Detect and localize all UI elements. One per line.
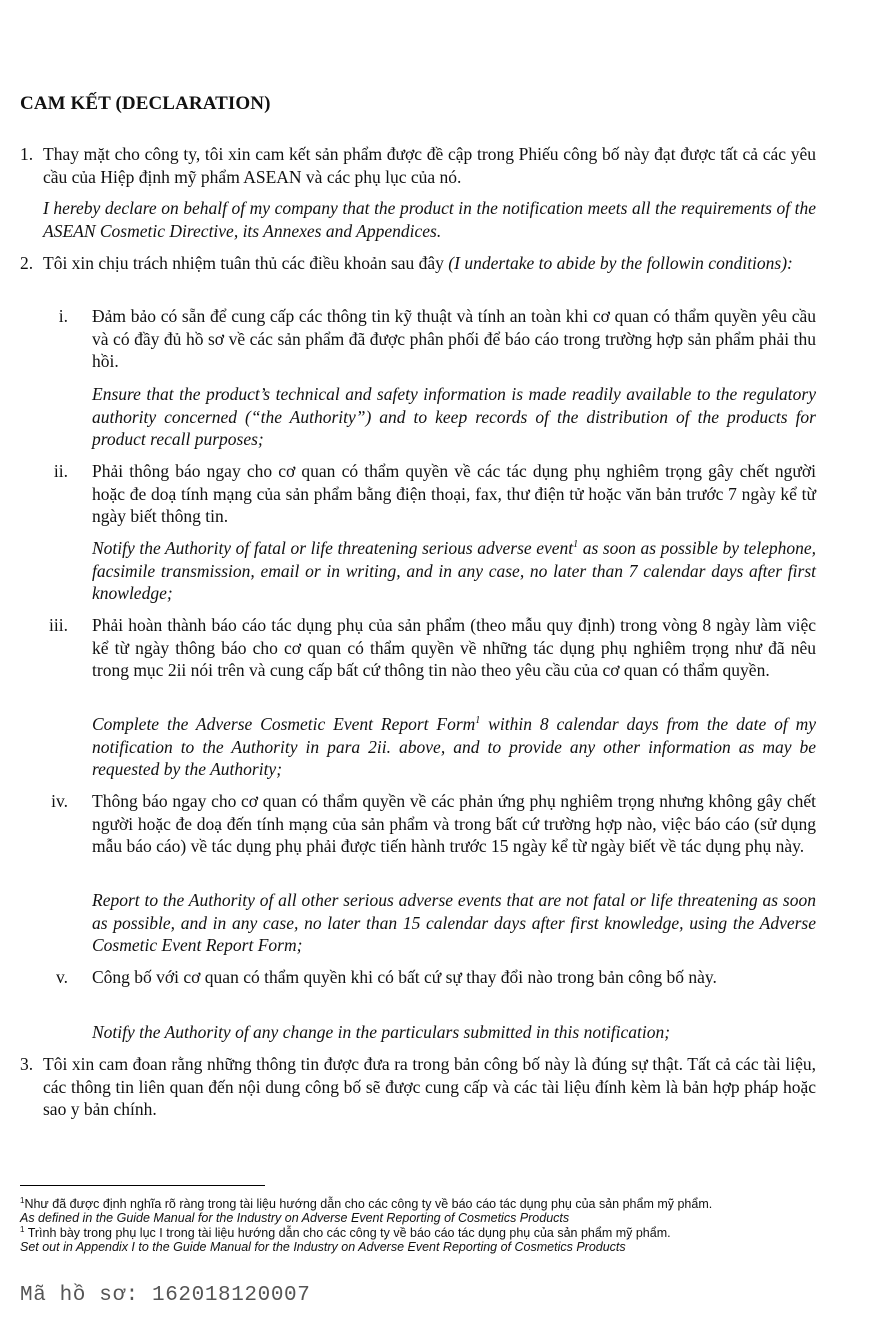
subitem-number: ii. bbox=[53, 461, 68, 481]
record-code: Mã hồ sơ: 162018120007 bbox=[20, 1284, 311, 1307]
footnote-marker: 1 bbox=[20, 1224, 25, 1234]
footnote-2-vietnamese: $^1$ Trình bày trong phụ lục I trong tài liệu hướng dẫn cho các công ty về báo cáo tác dụng phụ của sản phẩm mỹ phẩm. bbox=[20, 1224, 671, 1240]
subitem-iii-vietnamese: Phải hoàn thành báo cáo tác dụng phụ của sản phẩm (theo mẫu quy định) trong vòng 8 ngày làm việc kể từ ngày thông báo cho cơ quan có thẩm quyền về những tác dụng phụ nghiêm trọng như đã nêu trong mục 2ii nói trên và cung cấp bất cứ thông tin nào theo yêu cầu của cơ quan có thẩm quyền. bbox=[92, 615, 816, 680]
item-3-vietnamese: Tôi xin cam đoan rằng những thông tin được đưa ra trong bản công bố này là đúng sự thật. Tất cả các tài liệu, các thông tin liên quan đến nội dung công bố sẽ được cung cấp và các tài liệu đính kèm là bản hợp pháp hoặc sao y bản chính. bbox=[43, 1054, 816, 1119]
subitem-i-english: Ensure that the product’s technical and safety information is made readily available to the regulatory authority concerned (“the Authority”) and to keep records of the distribution of the products for product recall purposes; bbox=[92, 384, 816, 449]
footnote-2-english: Set out in Appendix I to the Guide Manual for the Industry on Adverse Event Reporting of Cosmetics Products bbox=[20, 1240, 626, 1254]
subitem-i-vietnamese: Đảm bảo có sẵn để cung cấp các thông tin kỹ thuật và tính an toàn khi cơ quan có thẩm quyền yêu cầu và có đầy đủ hồ sơ về các sản phẩm đã được phân phối để báo cáo trong trường hợp sản phẩm phải thu hồi. bbox=[92, 306, 816, 371]
item-1-english: I hereby declare on behalf of my company that the product in the notification meets all the requirements of the ASEAN Cosmetic Directive, its Annexes and Appendices. bbox=[43, 198, 816, 241]
footnote-ref: 1 bbox=[573, 539, 579, 551]
footnote-1-vietnamese: $^1$Như đã được định nghĩa rõ ràng trong tài liệu hướng dẫn cho các công ty về báo cáo tác dụng phụ của sản phẩm mỹ phẩm. bbox=[20, 1195, 713, 1211]
item-number: 3. bbox=[20, 1054, 34, 1074]
subitem-number: iii. bbox=[49, 615, 68, 635]
subitem-number: v. bbox=[56, 967, 68, 987]
subitem-ii-english-end: as soon as possible by telephone, facsimile transmission, email or in writing, and in any case, no later than 7 calendar days after first knowledge; bbox=[92, 538, 816, 603]
subitem-iv-english: Report to the Authority of all other serious adverse events that are not fatal or life threatening as soon as possible, and in any case, no later than 15 calendar days after first knowledge, using the Adverse Cosmetic Event Report Form; bbox=[92, 890, 816, 955]
subitem-iv-vietnamese: Thông báo ngay cho cơ quan có thẩm quyền về các phản ứng phụ nghiêm trọng nhưng không gây chết người hoặc đe doạ đến tính mạng của sản phẩm và trong bất cứ trường hợp nào, việc báo cáo (sử dụng mẫu báo cáo) về tác dụng phụ phải được tiến hành trước 15 ngày kể từ ngày biết về tác dụng phụ này. bbox=[92, 791, 816, 856]
page-title: CAM KẾT (DECLARATION) bbox=[20, 93, 271, 114]
footnote-ref: 1 bbox=[475, 715, 481, 727]
subitem-v-vietnamese: Công bố với cơ quan có thẩm quyền khi có bất cứ sự thay đổi nào trong bản công bố này. bbox=[92, 967, 717, 987]
footnote-marker: 1 bbox=[20, 1195, 25, 1205]
footnote-divider bbox=[20, 1185, 265, 1186]
subitem-iii-english bbox=[92, 713, 816, 781]
item-2-vietnamese: Tôi xin chịu trách nhiệm tuân thủ các điều khoản sau đây bbox=[43, 253, 444, 273]
item-number: 2. bbox=[20, 253, 34, 273]
item-1-vietnamese: Thay mặt cho công ty, tôi xin cam kết sản phẩm được đề cập trong Phiếu công bố này đạt được tất cả các yêu cầu của Hiệp định mỹ phẩm ASEAN và các phụ lục của nó. bbox=[43, 144, 816, 187]
subitem-number: iv. bbox=[51, 791, 68, 811]
subitem-number: i. bbox=[58, 306, 68, 326]
subitem-ii-english-start: Notify the Authority of fatal or life threatening serious adverse event bbox=[92, 538, 574, 558]
item-2-english: (I undertake to abide by the followin conditions): bbox=[448, 253, 793, 273]
subitem-v-english: Notify the Authority of any change in the particulars submitted in this notification; bbox=[92, 1022, 671, 1042]
subitem-ii-vietnamese: Phải thông báo ngay cho cơ quan có thẩm quyền về các tác dụng phụ nghiêm trọng gây chết người hoặc đe doạ tính mạng của sản phẩm bằng điện thoại, fax, thư điện tử hoặc văn bản trước 7 ngày kể từ ngày biết thông tin. bbox=[92, 461, 816, 526]
item-2-text bbox=[43, 252, 816, 275]
subitem-iii-english-start: Complete the Adverse Cosmetic Event Report Form bbox=[92, 714, 476, 734]
footnote-1-english: As defined in the Guide Manual for the Industry on Adverse Event Reporting of Cosmetics Products bbox=[20, 1211, 570, 1225]
subitem-iii-english-end: within 8 calendar days from the date of my notification to the Authority in para 2ii. above, and to provide any other information as may be requested by the Authority; bbox=[92, 714, 816, 779]
item-number: 1. bbox=[20, 144, 34, 164]
subitem-ii-english bbox=[92, 537, 816, 605]
